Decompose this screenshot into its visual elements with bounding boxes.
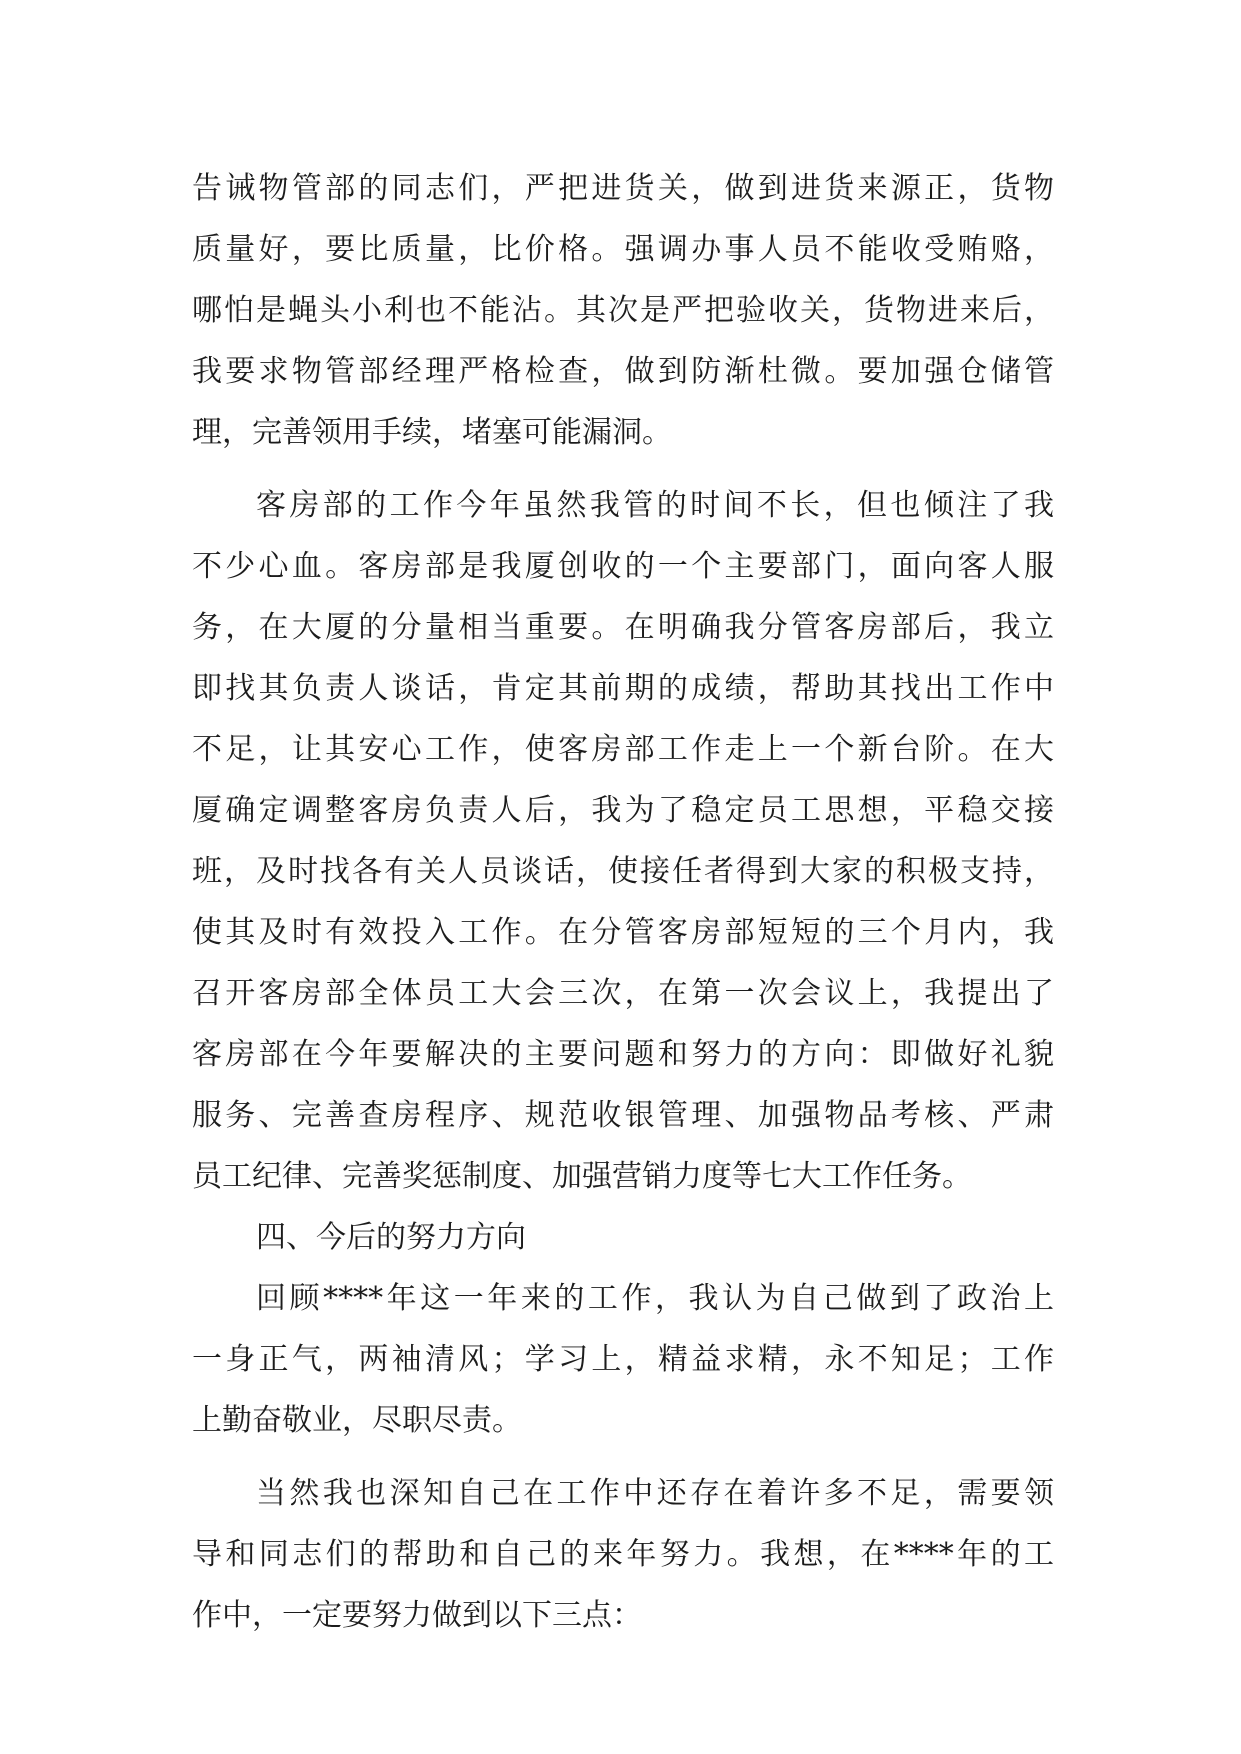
text-line: 作中，一定要努力做到以下三点： [192, 1598, 642, 1633]
text-line: 上勤奋敬业，尽职尽责。 [192, 1403, 522, 1438]
text-line: 班，及时找各有关人员谈话，使接任者得到大家的积极支持， [192, 854, 1054, 889]
text-line: 务，在大厦的分量相当重要。在明确我分管客房部后，我立 [192, 610, 1054, 645]
paragraph-review [192, 1268, 1054, 1451]
text-line: 告诫物管部的同志们，严把进货关，做到进货来源正，货物 [192, 171, 1054, 206]
text-line: 理，完善领用手续，堵塞可能漏洞。 [192, 415, 672, 450]
text-line: 服务、完善查房程序、规范收银管理、加强物品考核、严肃 [192, 1098, 1054, 1133]
text-line: 一身正气，两袖清风；学习上，精益求精，永不知足；工作 [192, 1342, 1054, 1377]
document-page [192, 158, 1054, 1646]
text-line: 即找其负责人谈话，肯定其前期的成绩，帮助其找出工作中 [192, 671, 1054, 706]
paragraph-procurement [192, 158, 1054, 463]
text-line: 厦确定调整客房负责人后，我为了稳定员工思想，平稳交接 [192, 793, 1054, 828]
text-line: 客房部的工作今年虽然我管的时间不长，但也倾注了我 [256, 488, 1054, 523]
text-line: 我要求物管部经理严格检查，做到防渐杜微。要加强仓储管 [192, 354, 1054, 389]
text-line: 客房部在今年要解决的主要问题和努力的方向：即做好礼貌 [192, 1037, 1054, 1072]
text-line: 不少心血。客房部是我厦创收的一个主要部门，面向客人服 [192, 549, 1054, 584]
text-line: 导和同志们的帮助和自己的来年努力。我想，在****年的工 [192, 1537, 1054, 1572]
text-line: 不足，让其安心工作，使客房部工作走上一个新台阶。在大 [192, 732, 1054, 767]
text-line: 哪怕是蝇头小利也不能沾。其次是严把验收关，货物进来后， [192, 293, 1054, 328]
text-line: 质量好，要比质量，比价格。强调办事人员不能收受贿赂， [192, 232, 1054, 267]
text-line: 召开客房部全体员工大会三次，在第一次会议上，我提出了 [192, 976, 1054, 1011]
text-line: 当然我也深知自己在工作中还存在着许多不足，需要领 [256, 1476, 1054, 1511]
paragraph-housekeeping [192, 475, 1054, 1207]
paragraph-shortcomings [192, 1463, 1054, 1646]
text-line: 回顾****年这一年来的工作，我认为自己做到了政治上 [256, 1281, 1054, 1316]
text-line: 使其及时有效投入工作。在分管客房部短短的三个月内，我 [192, 915, 1054, 950]
section-heading: 四、今后的努力方向 [256, 1220, 526, 1255]
text-line: 员工纪律、完善奖惩制度、加强营销力度等七大工作任务。 [192, 1159, 972, 1194]
